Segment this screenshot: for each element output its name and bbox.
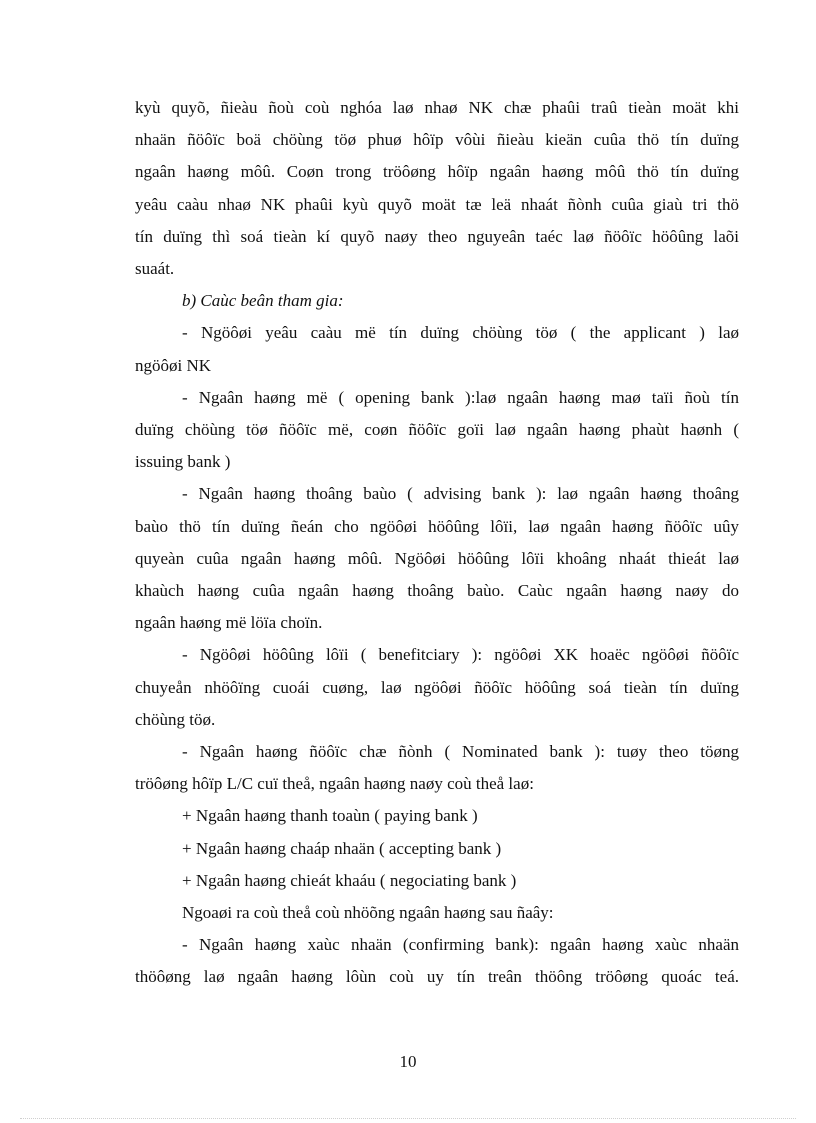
text-line: yeâu caàu nhaø NK phaûi kyù quyõ moät tæ leä nhaát ñònh cuûa giaù tri thö bbox=[135, 194, 739, 214]
text-line: tröôøng hôïp L/C cuï theå, ngaân haøng naøy coù theå laø: bbox=[135, 774, 534, 794]
list-item: + Ngaân haøng chieát khaáu ( negociating bank ) bbox=[182, 870, 517, 890]
text-line: - Ngöôøi höôûng lôïi ( benefitciary ): ngöôøi XK hoaëc ngöôøi ñöôïc bbox=[182, 645, 739, 665]
paragraph-1 bbox=[135, 92, 739, 285]
text-line: chuyeån nhöôïng cuoái cuøng, laø ngöôøi ñöôïc höôûng soá tieàn tín duïng bbox=[135, 677, 739, 697]
paragraph-opening-bank bbox=[135, 382, 739, 479]
paragraph-other-banks: Ngoaøi ra coù theå coù nhöõng ngaân haøng sau ñaây: bbox=[182, 903, 554, 923]
text-line: - Ngaân haøng më ( opening bank ):laø ngaân haøng maø taïi ñoù tín bbox=[182, 387, 739, 407]
text-line: quyeàn cuûa ngaân haøng môû. Ngöôøi höôûng lôïi khoâng nhaát thieát laø bbox=[135, 548, 739, 568]
text-line: nhaän ñöôïc boä chöùng töø phuø hôïp vôùi ñieàu kieän cuûa thö tín duïng bbox=[135, 130, 739, 150]
text-line: baùo thö tín duïng ñeán cho ngöôøi höôûng lôïi, laø ngaân haøng ñöôïc uûy bbox=[135, 516, 739, 536]
text-line: kyù quyõ, ñieàu ñoù coù nghóa laø nhaø NK chæ phaûi traû tieàn moät khi bbox=[135, 98, 739, 117]
text-line: ngaân haøng môû. Coøn trong tröôøng hôïp ngaân haøng môû thö tín duïng bbox=[135, 162, 739, 182]
text-line: ngaân haøng më löïa choïn. bbox=[135, 613, 323, 633]
text-line: duïng chöùng töø ñöôïc më, coøn ñöôïc goïi laø ngaân haøng phaùt haønh ( bbox=[135, 420, 739, 440]
list-item: + Ngaân haøng chaáp nhaän ( accepting bank ) bbox=[182, 838, 502, 858]
page-number: 10 bbox=[399, 1052, 417, 1071]
paragraph-nominated-bank bbox=[135, 736, 739, 800]
text-line: chöùng töø. bbox=[135, 709, 216, 729]
text-line: - Ngaân haøng thoâng baùo ( advising bank ): laø ngaân haøng thoâng bbox=[182, 484, 739, 504]
paragraph-applicant bbox=[135, 317, 739, 381]
page-bottom-divider bbox=[20, 1118, 796, 1119]
paragraph-confirming-bank bbox=[135, 929, 739, 993]
page-body bbox=[135, 92, 739, 994]
text-line: - Ngaân haøng ñöôïc chæ ñònh ( Nominated bank ): tuøy theo töøng bbox=[182, 742, 739, 762]
text-line: khaùch haøng cuûa ngaân haøng thoâng baùo. Caùc ngaân haøng naøy do bbox=[135, 581, 739, 601]
section-heading: b) Caùc beân tham gia: bbox=[182, 291, 344, 311]
text-line: issuing bank ) bbox=[135, 452, 231, 472]
text-line: suaát. bbox=[135, 259, 175, 279]
text-line: - Ngaân haøng xaùc nhaän (confirming bank): ngaân haøng xaùc nhaän bbox=[182, 935, 739, 955]
text-line: ngöôøi NK bbox=[135, 355, 212, 375]
paragraph-beneficiary bbox=[135, 639, 739, 736]
list-item: + Ngaân haøng thanh toaùn ( paying bank ) bbox=[182, 806, 478, 826]
text-line: thöôøng laø ngaân haøng lôùn coù uy tín treân thöông tröôøng quoác teá. bbox=[135, 967, 739, 987]
text-line: - Ngöôøi yeâu caàu më tín duïng chöùng töø ( the applicant ) laø bbox=[182, 323, 739, 343]
paragraph-advising-bank bbox=[135, 478, 739, 639]
text-line: tín duïng thì soá tieàn kí quyõ naøy theo nguyeân taéc laø ñöôïc höôûng laõi bbox=[135, 226, 739, 246]
